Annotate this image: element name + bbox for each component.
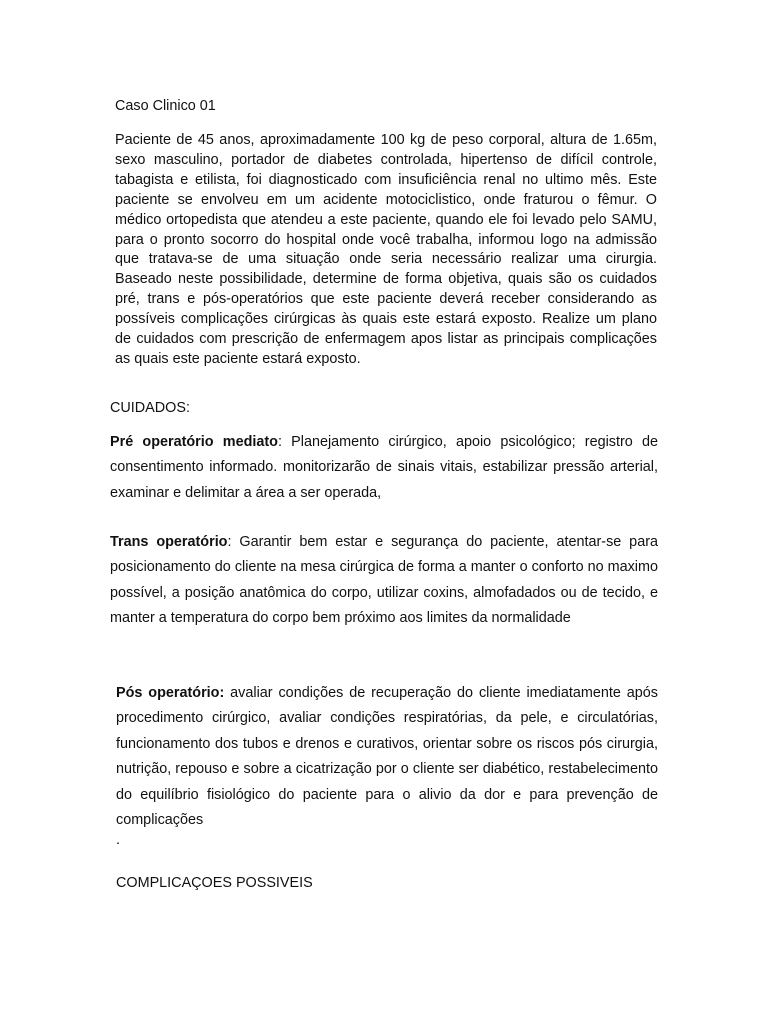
trans-operatorio-section — [110, 530, 658, 632]
pre-operatorio-label: Pré operatório mediato — [110, 434, 278, 450]
trans-operatorio-label: Trans operatório — [110, 534, 228, 550]
pre-operatorio-text: : Planejamento cirúrgico, apoio psicológico; registro de consentimento informado. monitorizarão de sinais vitais, estabilizar pressão arterial, examinar e delimitar a área a ser operada, — [110, 434, 659, 501]
case-title: Caso Clinico 01 — [115, 98, 216, 114]
cuidados-heading: CUIDADOS: — [110, 400, 190, 416]
pos-operatorio-text: avaliar condições de recuperação do cliente imediatamente após procedimento cirúrgico, avaliar condições respiratórias, da pele, e circulatórias, funcionamento dos tubos e drenos e curativos, orientar sobre os riscos pós cirurgia, nutrição, repouso e sobre a cicatrização por o cliente ser diabético, restabelecimento do equilíbrio fisiológico do paciente para o alivio da dor e para prevenção de complicações — [116, 685, 658, 829]
pos-operatorio-section — [116, 681, 658, 833]
pre-operatorio-section — [110, 430, 658, 506]
pos-operatorio-label: Pós operatório: — [116, 685, 225, 701]
case-description: Paciente de 45 anos, aproximadamente 100 kg de peso corporal, altura de 1.65m, sexo masculino, portador de diabetes controlada, hipertenso de difícil controle, tabagista e etilista, foi diagnosticado com insuficiência renal no ultimo mês. Este paciente se envolveu em um acidente motociclistico, onde fraturou o fêmur. O médico ortopedista que atendeu a este paciente, quando ele foi levado pelo SAMU, para o pronto socorro do hospital onde você trabalha, informou logo na admissão que tratava-se de uma situação onde seria necessário realizar uma cirurgia. Baseado neste possibilidade, determine de forma objetiva, quais são os cuidados pré, trans e pós-operatórios que este paciente deverá receber considerando as possíveis complicações cirúrgicas às quais este estará exposto. Realize um plano de cuidados com prescrição de enfermagem apos listar as principais complicações as quais este paciente estará exposto. — [115, 132, 657, 367]
stray-dot: . — [116, 832, 120, 848]
complicacoes-heading: COMPLICAÇOES POSSIVEIS — [116, 875, 313, 891]
trans-operatorio-text: : Garantir bem estar e segurança do paciente, atentar-se para posicionamento do cliente na mesa cirúrgica de forma a manter o conforto no maximo possível, a posição anatômica do corpo, utilizar coxins, almofadados ou de tecido, e manter a temperatura do corpo bem próximo aos limites da normalidade — [110, 534, 658, 627]
